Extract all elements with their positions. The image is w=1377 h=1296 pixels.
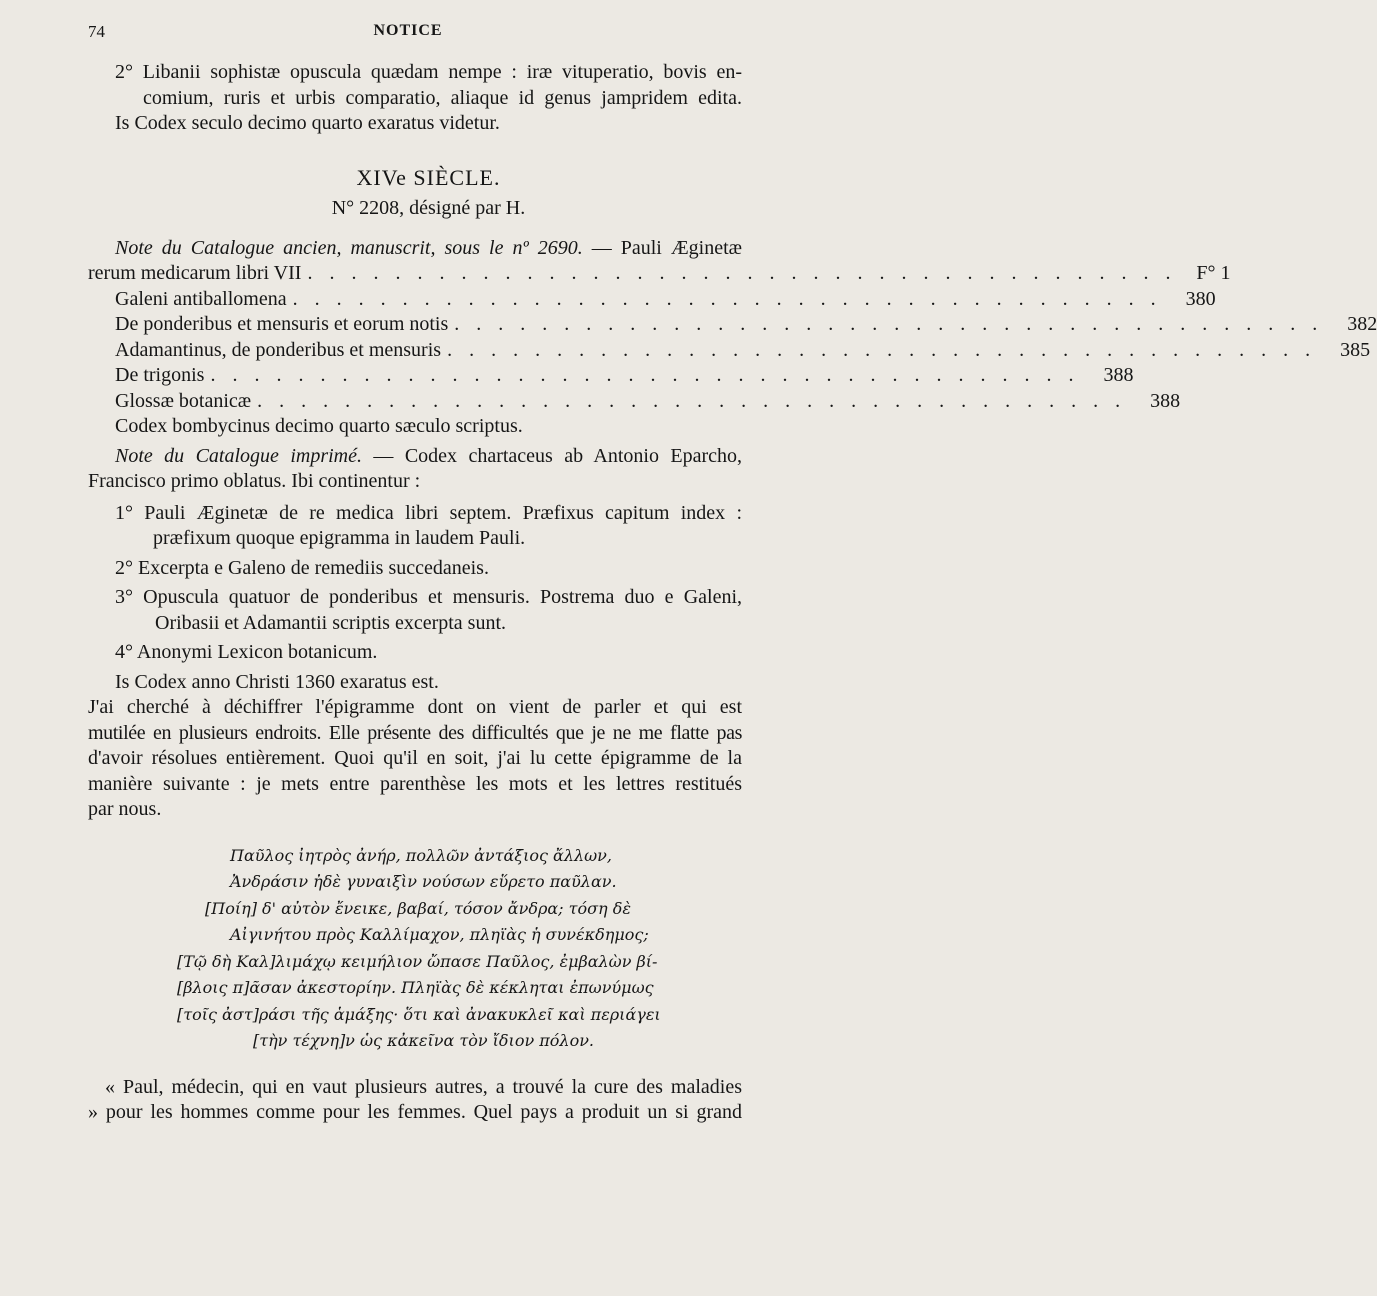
printed-item1-line2: præfixum quoque epigramma in laudem Pauli. [153, 527, 526, 549]
old-catalogue-intro-rest: — Pauli Æginetæ [582, 236, 742, 259]
epigram-line: [βλοις π]ᾶσαν ἀκεστορίην. Πληϊὰς δὲ κέκληται ἐπωνύμως [177, 978, 654, 997]
epigram-line: Αἰγινήτου πρὸς Καλλίμαχον, πληϊὰς ἡ συνέκδημος; [230, 925, 649, 944]
old-catalogue-intro [115, 236, 742, 262]
entry-folio: 382 [1347, 313, 1377, 335]
catalogue-entry: rerum medicarum libri VII . . . . . . . . . . . . . . . . . . . . . . . . . . . . . . . . . . . . . . . . F° 1 [88, 261, 742, 287]
printed-catalogue-intro-line2: Francisco primo oblatus. Ibi continentur : [88, 470, 421, 492]
entry-title: De ponderibus et mensuris et eorum notis [115, 313, 449, 335]
intro-item2-line2: comium, ruris et urbis comparatio, aliaque id genus jampridem edita. [143, 86, 742, 109]
entry-title: rerum medicarum libri VII [88, 262, 302, 284]
running-title: NOTICE [373, 22, 443, 39]
translation-line: « Paul, médecin, qui en vaut plusieurs autres, a trouvé la cure des maladies [105, 1075, 742, 1098]
entry-title: Galeni antiballomena [115, 287, 287, 310]
translation-line: » pour les hommes comme pour les femmes. Quel pays a produit un si grand [88, 1101, 742, 1123]
entry-folio: 388 [1103, 364, 1134, 386]
commentary-line: J'ai cherché à déchiffrer l'épigramme dont on vient de parler et qui est [88, 696, 742, 718]
epigram-line: [τὴν τέχνη]ν ὡς κἀκεῖνα τὸν ἴδιον πόλον. [253, 1031, 595, 1050]
epigram-line: Παῦλος ἰητρὸς ἀνήρ, πολλῶν ἀντάξιος ἄλλων, [230, 845, 612, 865]
intro-dating: Is Codex seculo decimo quarto exaratus videtur. [115, 112, 500, 134]
printed-catalogue-dating: Is Codex anno Christi 1360 exaratus est. [115, 670, 439, 693]
commentary-line: mutilée en plusieurs endroits. Elle présente des difficultés que je ne me flatte pas [88, 721, 742, 744]
entry-folio: 388 [1150, 389, 1181, 412]
entry-folio: 385 [1340, 338, 1371, 361]
catalogue-entry: Glossæ botanicæ . . . . . . . . . . . . . . . . . . . . . . . . . . . . . . . . . . . . . . . . 388 [115, 389, 742, 415]
entry-folio: 380 [1185, 287, 1216, 310]
printed-catalogue-intro-rest: — Codex chartaceus ab Antonio Eparcho, [362, 444, 743, 467]
body-text [88, 60, 1377, 1126]
epigram-line: Ἀνδράσιν ἠδὲ γυναιξὶν νούσων εὕρετο παῦλαν. [230, 872, 617, 891]
page-number: 74 [88, 22, 105, 41]
printed-item2: 2° Excerpta e Galeno de remediis succedaneis. [115, 556, 489, 579]
commentary-line: manière suivante : je mets entre parenthèse les mots et les lettres restitués [88, 772, 742, 795]
catalogue-entry: Galeni antiballomena . . . . . . . . . . . . . . . . . . . . . . . . . . . . . . . . . . . . . . . . 380 [115, 287, 742, 313]
entry-title: De trigonis [115, 364, 205, 386]
french-translation [88, 1075, 742, 1126]
entry-title: Adamantinus, de ponderibus et mensuris [115, 338, 442, 361]
catalogue-entry: De ponderibus et mensuris et eorum notis . . . . . . . . . . . . . . . . . . . . . . . . . . . . . . . . . . . . . . . . 382 [115, 312, 742, 338]
epigram-line: [Ποίη] δ' αὐτὸν ἔνεικε, βαβαί, τόσον ἄνδρα; τόση δὲ [205, 898, 631, 918]
printed-item4: 4° Anonymi Lexicon botanicum. [115, 641, 378, 663]
epigram-line: [Τῷ δὴ Καλ]λιμάχῳ κειμήλιον ὤπασε Παῦλος, ἐμβαλὼν βί- [177, 951, 658, 971]
century-heading: XIVe SIÈCLE. [356, 164, 501, 190]
catalogue-entry: Adamantinus, de ponderibus et mensuris . . . . . . . . . . . . . . . . . . . . . . . . . . . . . . . . . . . . . . . . 385 [115, 338, 742, 364]
entry-folio: F° 1 [1196, 262, 1231, 284]
printed-item3-line1: 3° Opuscula quatuor de ponderibus et mensuris. Postrema duo e Galeni, [115, 586, 742, 608]
old-catalogue-label: Note du Catalogue ancien, manuscrit, sous le nº 2690. [115, 236, 583, 259]
old-catalogue-closing: Codex bombycinus decimo quarto sæculo scriptus. [115, 415, 523, 437]
commentary-line: d'avoir résolues entièrement. Quoi qu'il en soit, j'ai lu cette épigramme de la [88, 747, 742, 769]
greek-epigram [115, 843, 742, 1055]
manuscript-heading: N° 2208, désigné par H. [331, 197, 526, 219]
epigram-line: [τοῖς ἀστ]ράσι τῆς ἁμάξης· ὅτι καὶ ἀνακυκλεῖ καὶ περιάγει [177, 1004, 661, 1024]
page-header [88, 22, 728, 46]
entry-title: Glossæ botanicæ [115, 389, 252, 412]
commentary-line: par nous. [88, 798, 162, 820]
printed-catalogue-label: Note du Catalogue imprimé. [115, 444, 362, 467]
printed-item3-line2: Oribasii et Adamantii scriptis excerpta sunt. [155, 611, 507, 634]
catalogue-entry: De trigonis . . . . . . . . . . . . . . . . . . . . . . . . . . . . . . . . . . . . . . . . 388 [115, 363, 742, 389]
printed-catalogue-intro [115, 444, 742, 470]
printed-item1-line1: 1° Pauli Æginetæ de re medica libri septem. Præfixus capitum index : [115, 501, 742, 524]
intro-item2-line1: 2° Libanii sophistæ opuscula quædam nempe : iræ vituperatio, bovis en- [115, 61, 742, 83]
